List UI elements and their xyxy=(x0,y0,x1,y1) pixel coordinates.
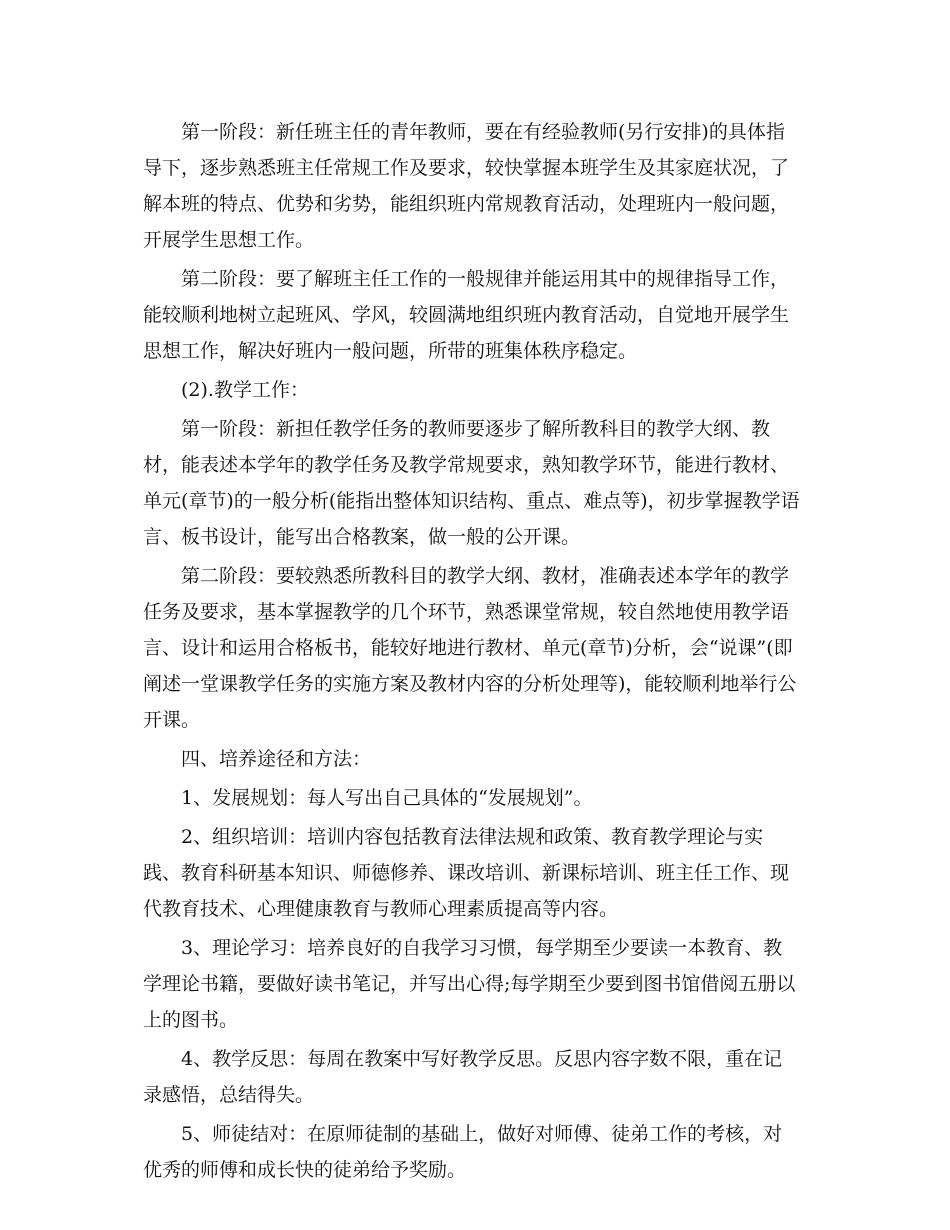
paragraph-teaching-stage-one: 第一阶段：新担任教学任务的教师要逐步了解所教科目的教学大纲、教材，能表述本学年的教学任务及教学常规要求，熟知教学环节，能进行教材、单元(章节)的一般分析(能指出整体知识结构、重点、难点等)，初步掌握教学语言、板书设计，能写出合格教案，做一般的公开课。 xyxy=(143,418,800,548)
list-item-theory-study: 3、理论学习：培养良好的自我学习习惯，每学期至少要读一本教育、教学理论书籍，要做好读书笔记，并写出心得;每学期至少要到图书馆借阅五册以上的图书。 xyxy=(143,937,796,1031)
paragraph-teaching-work-heading: (2).教学工作： xyxy=(181,379,309,401)
paragraph-teaching-stage-two: 第二阶段：要较熟悉所教科目的教学大纲、教材，准确表述本学年的教学任务及要求，基本掌握教学的几个环节，熟悉课堂常规，较自然地使用教学语言、设计和运用合格板书，能较好地进行教材、单元(章节)分析，会“说课”(即阐述一堂课教学任务的实施方案及教材内容的分析处理等)，能较顺利地举行公开课。 xyxy=(143,565,797,731)
list-item-teaching-reflection: 4、教学反思：每周在教案中写好教学反思。反思内容字数不限，重在记录感悟，总结得失。 xyxy=(143,1048,783,1106)
list-item-development-plan: 1、发展规划：每人写出自己具体的“发展规划”。 xyxy=(181,787,593,809)
paragraph-class-teacher-stage-one: 第一阶段：新任班主任的青年教师，要在有经验教师(另行安排)的具体指导下，逐步熟悉班主任常规工作及要求，较快掌握本班学生及其家庭状况，了解本班的特点、优势和劣势，能组织班内常规教育活动，处理班内一般问题，开展学生思想工作。 xyxy=(143,121,790,251)
section-heading-training-methods: 四、培养途径和方法： xyxy=(181,748,372,770)
document-body xyxy=(143,114,801,1191)
list-item-mentorship: 5、师徒结对：在原师徒制的基础上，做好对师傅、徒弟工作的考核，对优秀的师傅和成长快的徒弟给予奖励。 xyxy=(143,1123,783,1181)
list-item-organized-training: 2、组织培训：培训内容包括教育法律法规和政策、教育教学理论与实践、教育科研基本知识、师德修养、课改培训、新课标培训、班主任工作、现代教育技术、心理健康教育与教师心理素质提高等内容。 xyxy=(143,826,790,920)
paragraph-class-teacher-stage-two: 第二阶段：要了解班主任工作的一般规律并能运用其中的规律指导工作，能较顺利地树立起班风、学风，较圆满地组织班内教育活动，自觉地开展学生思想工作，解决好班内一般问题，所带的班集体秩序稳定。 xyxy=(143,268,790,362)
